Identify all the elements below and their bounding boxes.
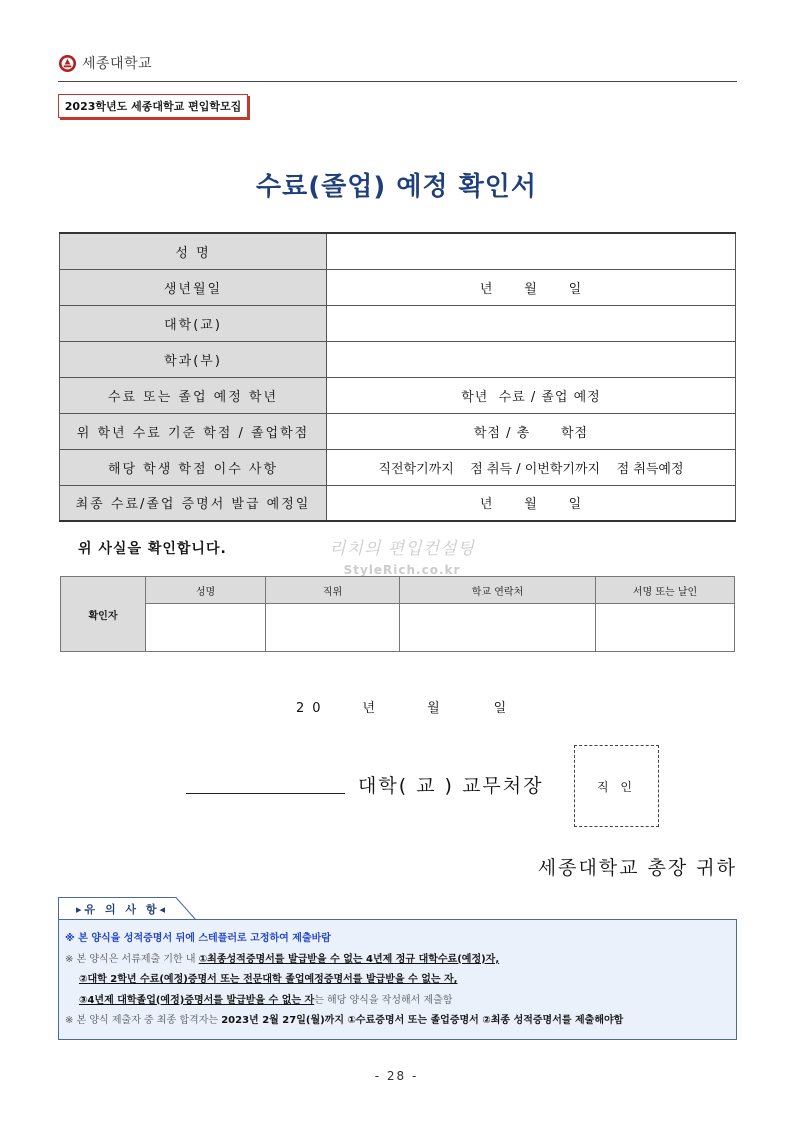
university-name: 세종대학교	[82, 56, 153, 72]
form-value[interactable]	[327, 233, 736, 269]
university-logo	[58, 53, 152, 73]
form-row	[60, 449, 736, 485]
form-row	[60, 377, 736, 413]
page-number: - 28 -	[374, 1069, 419, 1083]
confirmer-contact-cell[interactable]	[400, 604, 596, 652]
confirmer-name-cell[interactable]	[146, 604, 266, 652]
official-seal-box[interactable]: 직 인	[574, 745, 659, 827]
confirmer-col-position: 직위	[266, 577, 400, 604]
form-value[interactable]: 학점 / 총 학점	[327, 413, 736, 449]
confirmer-col-name: 성명	[146, 577, 266, 604]
date-year: 년	[362, 701, 376, 716]
notes-title: ▸유 의 사 항◂	[76, 903, 169, 916]
document-title: 수료(졸업) 예정 확인서	[256, 172, 537, 202]
form-label: 생년월일	[60, 269, 327, 305]
university-emblem-icon	[58, 54, 77, 73]
confirmer-col-contact: 학교 연락처	[400, 577, 596, 604]
form-value[interactable]	[327, 341, 736, 377]
form-row	[60, 413, 736, 449]
confirmer-label: 확인자	[61, 577, 146, 652]
form-label: 해당 학생 학점 이수 사항	[60, 449, 327, 485]
form-row	[60, 233, 736, 269]
form-label: 수료 또는 졸업 예정 학년	[60, 377, 327, 413]
notes-box	[58, 919, 737, 1040]
watermark-line-1: 리치의 편입컨설팅	[329, 539, 475, 559]
form-label: 대학(교)	[60, 305, 327, 341]
form-label: 최종 수료/졸업 증명서 발급 예정일	[60, 485, 327, 521]
watermark	[322, 534, 482, 577]
confirmer-position-cell[interactable]	[266, 604, 400, 652]
note-line-4: ③4년제 대학졸업(예정)증명서를 발급받을 수 없는 자는 해당 양식을 작성해서 제출함	[79, 994, 453, 1006]
form-value[interactable]: 직전학기까지 점 취득 / 이번학기까지 점 취득예정	[327, 449, 736, 485]
admission-tag: 2023학년도 세종대학교 편입학모집	[58, 94, 248, 118]
confirmation-form-table	[59, 232, 736, 522]
confirmer-col-signature: 서명 또는 날인	[596, 577, 735, 604]
form-value[interactable]: 학년 수료 / 졸업 예정	[327, 377, 736, 413]
header-divider	[58, 81, 737, 82]
confirmer-signature-cell[interactable]	[596, 604, 735, 652]
date-month: 월	[427, 701, 440, 716]
date-day: 일	[493, 701, 507, 716]
form-value[interactable]	[327, 305, 736, 341]
confirmer-table	[60, 576, 735, 652]
watermark-line-2: StyleRich.co.kr	[343, 563, 461, 577]
academic-affairs-dean-label: 대학( 교 ) 교무처장	[358, 775, 544, 797]
form-row	[60, 485, 736, 521]
issue-date	[296, 697, 506, 716]
note-line-1: ※ 본 양식을 성적증명서 뒤에 스테플러로 고정하여 제출바람	[65, 933, 331, 944]
form-row	[60, 341, 736, 377]
form-label: 성 명	[60, 233, 327, 269]
note-line-3: ②대학 2학년 수료(예정)증명서 또는 전문대학 졸업예정증명서를 발급받을 수 없는 자,	[79, 974, 458, 985]
note-line-5: ※ 본 양식 제출자 중 최종 합격자는 2023년 2월 27일(월)까지 ①수료증명서 또는 졸업증명서 ②최종 성적증명서를 제출해야함	[65, 1015, 624, 1026]
confirm-statement: 위 사실을 확인합니다.	[78, 541, 227, 557]
form-value[interactable]: 년 월 일	[327, 485, 736, 521]
form-label: 학과(부)	[60, 341, 327, 377]
note-line-2: ※ 본 양식은 서류제출 기한 내 ①최종성적증명서를 발급받을 수 없는 4년제 정규 대학수료(예정)자,	[65, 953, 500, 965]
university-name-blank[interactable]	[186, 793, 345, 794]
date-prefix: 20	[296, 701, 329, 716]
addressee: 세종대학교 총장 귀하	[537, 857, 737, 879]
form-row	[60, 269, 736, 305]
form-label: 위 학년 수료 기준 학점 / 졸업학점	[60, 413, 327, 449]
form-value[interactable]: 년 월 일	[327, 269, 736, 305]
form-row	[60, 305, 736, 341]
